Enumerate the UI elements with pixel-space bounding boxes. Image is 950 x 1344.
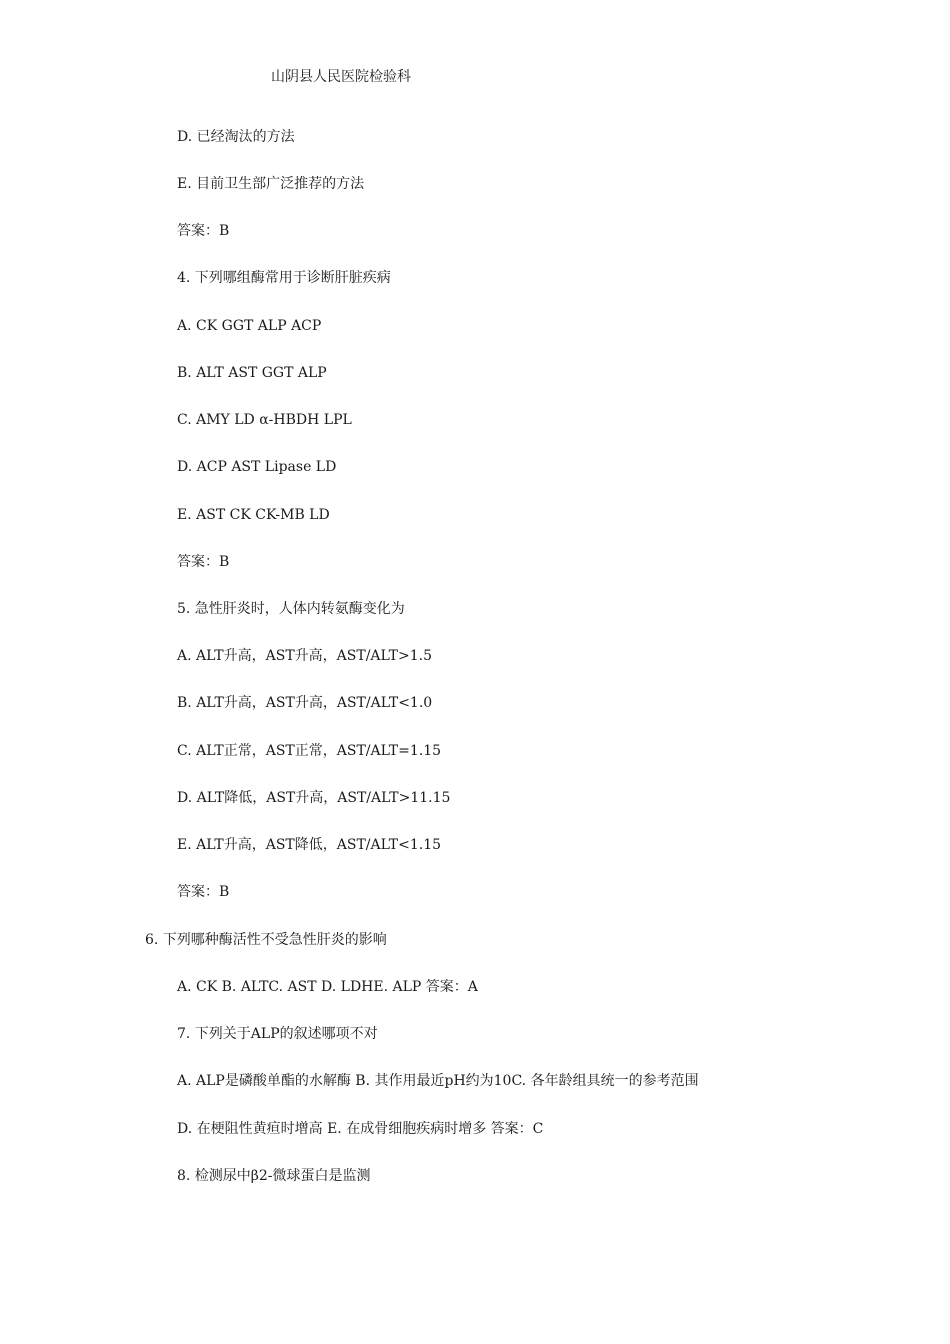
question-line: 6. 下列哪种酶活性不受急性肝炎的影响	[145, 932, 387, 948]
option-line: D. ACP AST Lipase LD	[177, 459, 337, 475]
option-line: A. CK B. ALTC. AST D. LDHE. ALP 答案：A	[177, 979, 478, 995]
question-line: 4. 下列哪组酶常用于诊断肝脏疾病	[177, 270, 391, 286]
question-line: 5. 急性肝炎时，人体内转氨酶变化为	[177, 601, 405, 617]
option-line: B. ALT AST GGT ALP	[177, 365, 327, 381]
answer-line: 答案：B	[177, 554, 230, 570]
option-line: E. AST CK CK-MB LD	[177, 507, 330, 523]
question-line: 8. 检测尿中β2-微球蛋白是监测	[177, 1168, 371, 1184]
option-line: A. ALT升高，AST升高，AST/ALT>1.5	[177, 648, 433, 664]
page-header: 山阴县人民医院检验科	[271, 69, 411, 85]
option-line: A. CK GGT ALP ACP	[177, 318, 322, 334]
answer-line: 答案：B	[177, 223, 230, 239]
option-line: C. ALT正常，AST正常，AST/ALT=1.15	[177, 743, 442, 759]
option-line: C. AMY LD α-HBDH LPL	[177, 412, 352, 428]
option-line: D. 在梗阻性黄疸时增高 E. 在成骨细胞疾病时增多 答案：C	[177, 1121, 544, 1137]
option-line: D. ALT降低，AST升高，AST/ALT>11.15	[177, 790, 451, 806]
option-line: E. 目前卫生部广泛推荐的方法	[177, 176, 365, 192]
option-line: D. 已经淘汰的方法	[177, 129, 295, 145]
answer-line: 答案：B	[177, 884, 230, 900]
option-line: A. ALP是磷酸单酯的水解酶 B. 其作用最近pH约为10C. 各年龄组具统一的参考范围	[177, 1073, 699, 1089]
question-line: 7. 下列关于ALP的叙述哪项不对	[177, 1026, 378, 1042]
option-line: B. ALT升高，AST升高，AST/ALT<1.0	[177, 695, 433, 711]
option-line: E. ALT升高，AST降低，AST/ALT<1.15	[177, 837, 442, 853]
